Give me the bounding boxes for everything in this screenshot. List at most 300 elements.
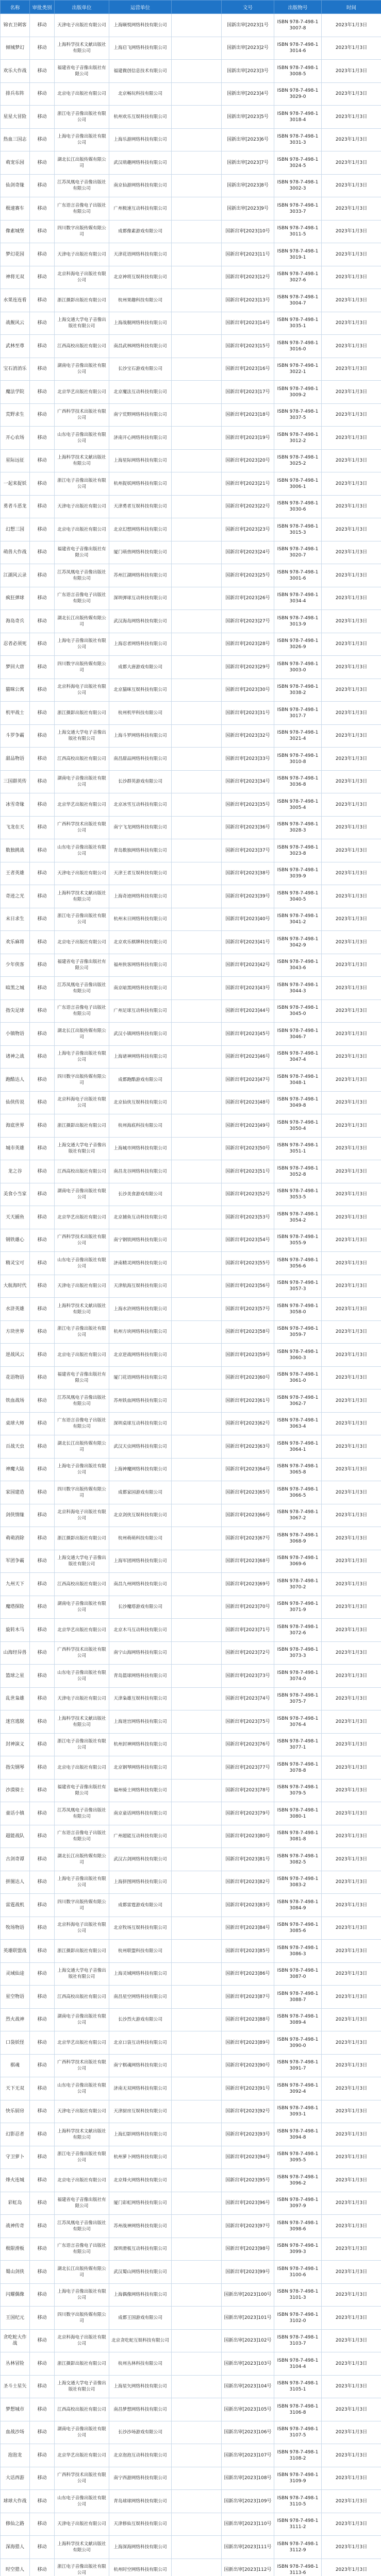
cell-date: 2023年1月3日	[322, 449, 381, 472]
cell-category: 移动	[30, 2169, 55, 2192]
cell-spacer	[172, 2008, 222, 2031]
cell-spacer	[172, 2421, 222, 2444]
cell-doc-number: 国新出审[2023]31号	[222, 702, 274, 725]
cell-doc-number: 国新出审[2023]29号	[222, 656, 274, 679]
cell-publisher: 广西科学技术出版社有限公司	[55, 2054, 109, 2077]
cell-category: 移动	[30, 1504, 55, 1527]
cell-spacer	[172, 1229, 222, 1252]
cell-date: 2023年1月3日	[322, 2444, 381, 2467]
cell-doc-number: 国新出审[2023]11号	[222, 243, 274, 266]
cell-operator: 杭州封神网络科技有限公司	[109, 1733, 172, 1756]
cell-doc-number: 国新出审[2023]22号	[222, 495, 274, 518]
cell-spacer	[172, 1458, 222, 1481]
cell-operator: 上海斗罗网络科技有限公司	[109, 724, 172, 748]
cell-spacer	[172, 1779, 222, 1802]
cell-publisher: 浙江摄影出版社有限公司	[55, 2352, 109, 2376]
table-row	[1, 243, 381, 266]
cell-doc-number: 国新出审[2023]108号	[222, 2467, 274, 2490]
table-row	[1, 2146, 381, 2169]
cell-spacer	[172, 999, 222, 1023]
cell-category: 移动	[30, 518, 55, 541]
cell-category: 移动	[30, 1458, 55, 1481]
cell-isbn: ISBN 978-7-498-13086-3	[274, 1940, 322, 1963]
cell-publisher: 江苏凤凰电子音像出版社有限公司	[55, 2215, 109, 2238]
cell-operator: 福州骑士网络科技有限公司	[109, 1779, 172, 1802]
cell-isbn: ISBN 978-7-498-13014-6	[274, 37, 322, 60]
cell-publisher: 江苏凤凰电子音像出版社有限公司	[55, 174, 109, 197]
cell-operator: 南宁飞龙网络科技有限公司	[109, 816, 172, 839]
cell-date: 2023年1月3日	[322, 633, 381, 656]
cell-isbn: ISBN 978-7-498-13007-8	[274, 14, 322, 37]
cell-name: 雷霆战机	[1, 1894, 30, 1917]
cell-doc-number: 国新出审[2023]70号	[222, 1596, 274, 1619]
cell-category: 移动	[30, 1527, 55, 1550]
cell-spacer	[172, 2238, 222, 2261]
cell-date: 2023年1月3日	[322, 2238, 381, 2261]
cell-isbn: ISBN 978-7-498-13049-8	[274, 1091, 322, 1114]
cell-name: 守卫萝卜	[1, 2146, 30, 2169]
cell-category: 移动	[30, 14, 55, 37]
cell-category: 移动	[30, 1596, 55, 1619]
cell-isbn: ISBN 978-7-498-13045-0	[274, 999, 322, 1023]
cell-isbn: ISBN 978-7-498-13052-8	[274, 1160, 322, 1183]
cell-spacer	[172, 312, 222, 335]
cell-spacer	[172, 2283, 222, 2307]
cell-operator: 青岛球球网络科技有限公司	[109, 2490, 172, 2513]
cell-doc-number: 国新出审[2023]87号	[222, 1986, 274, 2009]
cell-name: 星际远征	[1, 449, 30, 472]
cell-publisher: 四川数字出版传媒有限公司	[55, 656, 109, 679]
cell-doc-number: 国新出审[2023]80号	[222, 1825, 274, 1848]
cell-name: 忍者必须死	[1, 633, 30, 656]
cell-publisher: 上海电子音像出版社有限公司	[55, 633, 109, 656]
cell-isbn: ISBN 978-7-498-13043-6	[274, 954, 322, 977]
cell-isbn: ISBN 978-7-498-13015-3	[274, 518, 322, 541]
cell-name: 水浒英雄	[1, 1298, 30, 1321]
cell-isbn: ISBN 978-7-498-13064-1	[274, 1435, 322, 1459]
cell-date: 2023年1月3日	[322, 541, 381, 564]
cell-name: 精灵宝可	[1, 1252, 30, 1275]
cell-name: 冰雪奇缘	[1, 793, 30, 817]
cell-publisher: 上海电子音像出版社有限公司	[55, 1045, 109, 1069]
cell-spacer	[172, 1986, 222, 2009]
cell-name: 魔塔探险	[1, 1596, 30, 1619]
cell-name: 极限滑板	[1, 2238, 30, 2261]
table-row	[1, 1779, 381, 1802]
table-row	[1, 2536, 381, 2559]
cell-isbn: ISBN 978-7-498-13024-5	[274, 151, 322, 175]
cell-publisher: 上海电子音像出版社有限公司	[55, 2283, 109, 2307]
cell-operator: 北京木马互动科技有限公司	[109, 1619, 172, 1642]
cell-name: 梦回大唐	[1, 656, 30, 679]
cell-operator: 上海灵域网络科技有限公司	[109, 1962, 172, 1986]
cell-publisher: 湖北长江出版传媒有限公司	[55, 610, 109, 633]
cell-spacer	[172, 1665, 222, 1688]
cell-date: 2023年1月3日	[322, 1023, 381, 1046]
cell-doc-number: 国新出审[2023]38号	[222, 862, 274, 885]
cell-name: 山海经异兽	[1, 1641, 30, 1665]
cell-operator: 上海忍者网络科技有限公司	[109, 633, 172, 656]
cell-operator: 上海星际网络科技有限公司	[109, 449, 172, 472]
cell-isbn: ISBN 978-7-498-13031-3	[274, 128, 322, 151]
cell-doc-number: 国新出审[2023]67号	[222, 1527, 274, 1550]
cell-operator: 济南精灵网络科技有限公司	[109, 1252, 172, 1275]
cell-name: 诸神之战	[1, 1045, 30, 1069]
cell-date: 2023年1月3日	[322, 1917, 381, 1940]
cell-doc-number: 国新出审[2023]51号	[222, 1160, 274, 1183]
cell-doc-number: 国新出审[2023]45号	[222, 1023, 274, 1046]
cell-spacer	[172, 564, 222, 587]
cell-doc-number: 国新出审[2023]60号	[222, 1366, 274, 1389]
cell-date: 2023年1月3日	[322, 37, 381, 60]
cell-category: 移动	[30, 885, 55, 908]
cell-operator: 北京欢乐棋牌科技有限公司	[109, 931, 172, 954]
cell-date: 2023年1月3日	[322, 2146, 381, 2169]
cell-date: 2023年1月3日	[322, 2467, 381, 2490]
cell-doc-number: 国新出审[2023]41号	[222, 931, 274, 954]
table-row	[1, 2031, 381, 2055]
cell-date: 2023年1月3日	[322, 839, 381, 862]
cell-name: 星星大冒险	[1, 106, 30, 129]
cell-name: 勇者斗恶龙	[1, 495, 30, 518]
table-row	[1, 1641, 381, 1665]
cell-date: 2023年1月3日	[322, 1687, 381, 1710]
cell-operator: 北京畅玩科技有限公司	[109, 82, 172, 106]
cell-doc-number: 国新出审[2023]58号	[222, 1320, 274, 1344]
cell-spacer	[172, 2123, 222, 2146]
cell-name: 军团争霸	[1, 1550, 30, 1573]
cell-date: 2023年1月3日	[322, 1160, 381, 1183]
cell-publisher: 湖南电子音像出版社有限公司	[55, 770, 109, 793]
cell-date: 2023年1月3日	[322, 1183, 381, 1206]
cell-name: 锦衣卫刺客	[1, 14, 30, 37]
cell-category: 移动	[30, 151, 55, 175]
cell-spacer	[172, 1275, 222, 1298]
cell-publisher: 四川数字出版传媒有限公司	[55, 1069, 109, 1092]
cell-date: 2023年1月3日	[322, 128, 381, 151]
cell-operator: 上海乐游网络科技有限公司	[109, 128, 172, 151]
table-row	[1, 2215, 381, 2238]
cell-publisher: 山东电子音像出版社有限公司	[55, 1665, 109, 1688]
cell-doc-number: 国新出审[2023]102号	[222, 2329, 274, 2352]
cell-date: 2023年1月3日	[322, 1756, 381, 1780]
cell-publisher: 江西高校出版社有限公司	[55, 2398, 109, 2421]
cell-isbn: ISBN 978-7-498-13070-2	[274, 1573, 322, 1596]
cell-publisher: 四川数字出版传媒有限公司	[55, 220, 109, 243]
cell-doc-number: 国新出审[2023]50号	[222, 1137, 274, 1160]
cell-date: 2023年1月3日	[322, 2008, 381, 2031]
cell-spacer	[172, 1687, 222, 1710]
table-row	[1, 495, 381, 518]
cell-publisher: 北京科海电子出版社有限公司	[55, 2329, 109, 2352]
cell-date: 2023年1月3日	[322, 1298, 381, 1321]
cell-category: 移动	[30, 999, 55, 1023]
cell-category: 移动	[30, 1045, 55, 1069]
cell-doc-number: 国新出审[2023]15号	[222, 335, 274, 358]
cell-spacer	[172, 633, 222, 656]
cell-date: 2023年1月3日	[322, 564, 381, 587]
cell-isbn: ISBN 978-7-498-13039-9	[274, 862, 322, 885]
cell-publisher: 江苏凤凰电子音像出版社有限公司	[55, 1389, 109, 1413]
cell-doc-number: 国新出审[2023]109号	[222, 2490, 274, 2513]
cell-isbn: ISBN 978-7-498-13012-2	[274, 427, 322, 450]
cell-date: 2023年1月3日	[322, 1871, 381, 1894]
cell-name: 英雄联盟战	[1, 1940, 30, 1963]
cell-date: 2023年1月3日	[322, 702, 381, 725]
cell-operator: 杭州果趣科技有限公司	[109, 289, 172, 312]
cell-spacer	[172, 472, 222, 496]
cell-doc-number: 国新出审[2023]43号	[222, 977, 274, 1000]
cell-date: 2023年1月3日	[322, 106, 381, 129]
cell-doc-number: 国新出审[2023]40号	[222, 908, 274, 931]
cell-publisher: 上海交通大学电子音像出版社有限公司	[55, 312, 109, 335]
cell-category: 移动	[30, 2100, 55, 2123]
cell-isbn: ISBN 978-7-498-13025-2	[274, 449, 322, 472]
cell-name: 海底世界	[1, 1114, 30, 1138]
cell-publisher: 北京电子出版社有限公司	[55, 518, 109, 541]
table-row	[1, 1320, 381, 1344]
cell-isbn: ISBN 978-7-498-13058-0	[274, 1298, 322, 1321]
cell-publisher: 上海电子音像出版社有限公司	[55, 1871, 109, 1894]
cell-publisher: 天津电子出版社有限公司	[55, 862, 109, 885]
cell-doc-number: 国新出审[2023]20号	[222, 449, 274, 472]
cell-date: 2023年1月3日	[322, 2307, 381, 2330]
cell-operator: 长沙魔塔游戏有限公司	[109, 1596, 172, 1619]
cell-publisher: 北京科海电子出版社有限公司	[55, 1917, 109, 1940]
cell-publisher: 上海科学技术文献出版社有限公司	[55, 2536, 109, 2559]
cell-spacer	[172, 14, 222, 37]
cell-isbn: ISBN 978-7-498-13087-0	[274, 1962, 322, 1986]
table-row	[1, 999, 381, 1023]
cell-doc-number: 国新出审[2023]98号	[222, 2238, 274, 2261]
cell-operator: 北京泡泡互动科技有限公司	[109, 2444, 172, 2467]
cell-operator: 北京逆战网络科技有限公司	[109, 1344, 172, 1367]
cell-isbn: ISBN 978-7-498-13105-1	[274, 2375, 322, 2398]
cell-spacer	[172, 381, 222, 404]
cell-spacer	[172, 862, 222, 885]
cell-date: 2023年1月3日	[322, 587, 381, 610]
cell-name: 迷宫逃脱	[1, 1710, 30, 1734]
cell-doc-number: 国新出审[2023]105号	[222, 2398, 274, 2421]
table-row	[1, 656, 381, 679]
cell-date: 2023年1月3日	[322, 266, 381, 289]
table-row	[1, 2421, 381, 2444]
cell-category: 移动	[30, 1344, 55, 1367]
cell-doc-number: 国新出审[2023]68号	[222, 1550, 274, 1573]
cell-publisher: 广东语言音像电子出版社有限公司	[55, 2238, 109, 2261]
cell-name: 闪耀偶像	[1, 2283, 30, 2307]
table-body	[1, 14, 381, 2576]
cell-doc-number: 国新出审[2023]94号	[222, 2146, 274, 2169]
table-row	[1, 1114, 381, 1138]
cell-name: 血战沙场	[1, 2421, 30, 2444]
cell-date: 2023年1月3日	[322, 1045, 381, 1069]
table-row	[1, 266, 381, 289]
cell-operator: 苏州战神网络科技有限公司	[109, 2215, 172, 2238]
cell-publisher: 浙江电子音像出版社有限公司	[55, 472, 109, 496]
cell-publisher: 江苏凤凰电子音像出版社有限公司	[55, 1802, 109, 1825]
cell-spacer	[172, 2398, 222, 2421]
cell-name: 开心农场	[1, 427, 30, 450]
cell-publisher: 北京华艺出版社有限公司	[55, 381, 109, 404]
cell-isbn: ISBN 978-7-498-13047-4	[274, 1045, 322, 1069]
cell-spacer	[172, 2490, 222, 2513]
cell-doc-number: 国新出审[2023]13号	[222, 289, 274, 312]
cell-category: 移动	[30, 2192, 55, 2215]
cell-spacer	[172, 449, 222, 472]
cell-date: 2023年1月3日	[322, 2490, 381, 2513]
cell-publisher: 天津电子出版社有限公司	[55, 1275, 109, 1298]
cell-publisher: 上海科学技术文献出版社有限公司	[55, 2123, 109, 2146]
cell-publisher: 浙江电子音像出版社有限公司	[55, 106, 109, 129]
cell-spacer	[172, 403, 222, 427]
cell-publisher: 广东语言音像电子出版社有限公司	[55, 999, 109, 1023]
cell-name: 跑酷达人	[1, 1069, 30, 1092]
cell-isbn: ISBN 978-7-498-13067-2	[274, 1504, 322, 1527]
cell-spacer	[172, 1940, 222, 1963]
cell-date: 2023年1月3日	[322, 1481, 381, 1504]
cell-spacer	[172, 679, 222, 702]
cell-name: 宝石消消乐	[1, 358, 30, 381]
cell-isbn: ISBN 978-7-498-13037-5	[274, 403, 322, 427]
cell-name: 拼图达人	[1, 1871, 30, 1894]
cell-publisher: 江西高校出版社有限公司	[55, 748, 109, 771]
cell-name: 飞龙在天	[1, 816, 30, 839]
cell-name: 仙剑奇缘	[1, 174, 30, 197]
cell-name: 封神演义	[1, 1733, 30, 1756]
table-row	[1, 1550, 381, 1573]
cell-category: 移动	[30, 243, 55, 266]
cell-isbn: ISBN 978-7-498-13008-5	[274, 60, 322, 83]
table-row	[1, 82, 381, 106]
cell-category: 移动	[30, 908, 55, 931]
cell-spacer	[172, 1596, 222, 1619]
cell-operator: 上海颐悦网络科技有限公司	[109, 14, 172, 37]
cell-operator: 北京猫咪互娱科技有限公司	[109, 679, 172, 702]
cell-doc-number: 国新出审[2023]48号	[222, 1091, 274, 1114]
cell-operator: 武汉萌趣网络科技有限公司	[109, 151, 172, 175]
cell-spacer	[172, 2192, 222, 2215]
cell-date: 2023年1月3日	[322, 1940, 381, 1963]
cell-doc-number: 国新出审[2023]18号	[222, 403, 274, 427]
cell-category: 移动	[30, 748, 55, 771]
cell-spacer	[172, 2513, 222, 2536]
table-row	[1, 1023, 381, 1046]
cell-isbn: ISBN 978-7-498-13048-1	[274, 1069, 322, 1092]
cell-name: 时空猎人	[1, 2558, 30, 2576]
cell-name: 钢铁雄心	[1, 1229, 30, 1252]
cell-isbn: ISBN 978-7-498-13106-8	[274, 2398, 322, 2421]
cell-publisher: 广西科学技术出版社有限公司	[55, 403, 109, 427]
cell-spacer	[172, 1160, 222, 1183]
cell-date: 2023年1月3日	[322, 381, 381, 404]
cell-spacer	[172, 197, 222, 221]
cell-date: 2023年1月3日	[322, 1504, 381, 1527]
cell-operator: 福州侠客网络科技有限公司	[109, 954, 172, 977]
cell-spacer	[172, 1641, 222, 1665]
table-row	[1, 1710, 381, 1734]
cell-operator: 厦门花语网络科技有限公司	[109, 1366, 172, 1389]
header-isbn: 出版物号	[274, 1, 322, 14]
cell-name: 旋转木马	[1, 1619, 30, 1642]
cell-isbn: ISBN 978-7-498-13079-5	[274, 1779, 322, 1802]
cell-operator: 广州足球互动科技有限公司	[109, 999, 172, 1023]
cell-category: 移动	[30, 1710, 55, 1734]
cell-spacer	[172, 2261, 222, 2284]
cell-operator: 北京神将互娱科技有限公司	[109, 266, 172, 289]
cell-isbn: ISBN 978-7-498-13107-5	[274, 2421, 322, 2444]
cell-date: 2023年1月3日	[322, 403, 381, 427]
cell-category: 移动	[30, 1962, 55, 1986]
cell-isbn: ISBN 978-7-498-13002-3	[274, 174, 322, 197]
cell-spacer	[172, 748, 222, 771]
cell-spacer	[172, 358, 222, 381]
cell-name: 彩虹岛	[1, 2192, 30, 2215]
cell-category: 移动	[30, 1619, 55, 1642]
cell-category: 移动	[30, 1940, 55, 1963]
cell-publisher: 广东语言音像电子出版社有限公司	[55, 1412, 109, 1435]
cell-category: 移动	[30, 1275, 55, 1298]
cell-date: 2023年1月3日	[322, 518, 381, 541]
cell-name: 幻想三国	[1, 518, 30, 541]
cell-doc-number: 国新出审[2023]24号	[222, 541, 274, 564]
cell-isbn: ISBN 978-7-498-13041-2	[274, 908, 322, 931]
cell-category: 移动	[30, 1986, 55, 2009]
table-row	[1, 1045, 381, 1069]
cell-publisher: 天津电子出版社有限公司	[55, 1687, 109, 1710]
cell-spacer	[172, 1412, 222, 1435]
cell-date: 2023年1月3日	[322, 1550, 381, 1573]
cell-publisher: 上海交通大学电子音像出版社有限公司	[55, 2375, 109, 2398]
table-row	[1, 37, 381, 60]
cell-date: 2023年1月3日	[322, 2375, 381, 2398]
cell-date: 2023年1月3日	[322, 495, 381, 518]
cell-operator: 北京冰雪互动科技有限公司	[109, 793, 172, 817]
cell-date: 2023年1月3日	[322, 1344, 381, 1367]
cell-date: 2023年1月3日	[322, 1733, 381, 1756]
cell-operator: 天津航海互娱科技有限公司	[109, 1275, 172, 1298]
cell-doc-number: 国新出审[2023]106号	[222, 2421, 274, 2444]
cell-category: 移动	[30, 174, 55, 197]
cell-operator: 北京牧场互娱科技有限公司	[109, 1917, 172, 1940]
cell-spacer	[172, 1550, 222, 1573]
table-row	[1, 1481, 381, 1504]
table-row	[1, 1275, 381, 1298]
cell-doc-number: 国新出审[2023]74号	[222, 1687, 274, 1710]
cell-isbn: ISBN 978-7-498-13020-7	[274, 541, 322, 564]
cell-doc-number: 国新出审[2023]49号	[222, 1114, 274, 1138]
cell-date: 2023年1月3日	[322, 1366, 381, 1389]
cell-isbn: ISBN 978-7-498-13071-9	[274, 1596, 322, 1619]
cell-date: 2023年1月3日	[322, 862, 381, 885]
cell-date: 2023年1月3日	[322, 1710, 381, 1734]
cell-date: 2023年1月3日	[322, 656, 381, 679]
cell-operator: 杭州欢乐互娱科技有限公司	[109, 106, 172, 129]
cell-name: 美食小当家	[1, 1183, 30, 1206]
cell-doc-number: 国新出审[2023]99号	[222, 2261, 274, 2284]
table-row	[1, 220, 381, 243]
cell-date: 2023年1月3日	[322, 931, 381, 954]
cell-category: 移动	[30, 1779, 55, 1802]
cell-publisher: 上海交通大学电子音像出版社有限公司	[55, 724, 109, 748]
table-row	[1, 1802, 381, 1825]
cell-date: 2023年1月3日	[322, 1091, 381, 1114]
cell-date: 2023年1月3日	[322, 427, 381, 450]
cell-operator: 南昌武林网络科技有限公司	[109, 335, 172, 358]
cell-name: 水果连连看	[1, 289, 30, 312]
cell-isbn: ISBN 978-7-498-13003-0	[274, 656, 322, 679]
table-row	[1, 2008, 381, 2031]
